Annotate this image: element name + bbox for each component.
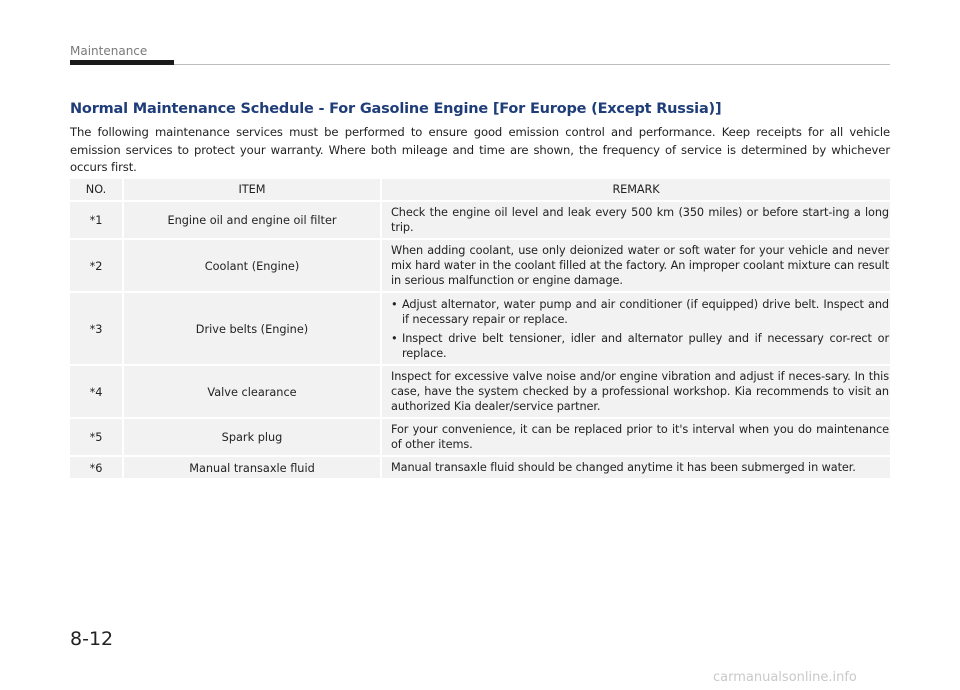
table-row (70, 202, 890, 238)
intro-paragraph: The following maintenance services must be performed to ensure good emission control and performance. Keep receipts for all vehicle emission services to protect your warranty. Where both mileage and time are shown, the frequency of service is determined by whichever occurs first. (70, 125, 890, 174)
bullet-dot-icon: • (391, 298, 398, 311)
row-item: Engine oil and engine oil filter (122, 202, 380, 238)
row-number: *2 (89, 259, 103, 273)
row-item: Spark plug (122, 419, 380, 455)
table-row (70, 240, 890, 291)
page-number: 8-12 (70, 628, 114, 650)
row-remark: Manual transaxle fluid should be changed anytime it has been submerged in water. (380, 457, 890, 478)
table-row (70, 457, 890, 478)
bullet-dot-icon: • (391, 332, 398, 345)
row-remark: When adding coolant, use only deionized water or soft water for your vehicle and never mix hard water in the coolant filled at the factory. An improper coolant mixture can result in serious malfunction or engine damage. (380, 240, 890, 291)
maintenance-table (70, 179, 890, 480)
remark-bullet (391, 331, 889, 361)
header-item: ITEM (122, 179, 380, 200)
row-remark: For your convenience, it can be replaced prior to it's interval when you do maintenance of other items. (380, 419, 890, 455)
header-divider (174, 64, 890, 65)
row-item: Coolant (Engine) (122, 240, 380, 291)
header-no: NO. (85, 183, 107, 196)
row-remark (380, 293, 890, 364)
table-header-row (70, 179, 890, 200)
header-remark: REMARK (380, 179, 890, 200)
row-number: *1 (89, 214, 103, 227)
table-row (70, 293, 890, 364)
table-row (70, 366, 890, 417)
row-remark: Check the engine oil level and leak every 500 km (350 miles) or before start-ing a long trip. (380, 202, 890, 238)
row-number: *5 (89, 431, 103, 444)
row-item: Valve clearance (122, 366, 380, 417)
row-number: *6 (89, 461, 103, 475)
table-row (70, 419, 890, 455)
page-title: Normal Maintenance Schedule - For Gasoline Engine [For Europe (Except Russia)] (70, 101, 722, 117)
section-bar (70, 60, 174, 65)
row-remark: Inspect for excessive valve noise and/or engine vibration and adjust if neces-sary. In this case, have the system checked by a professional workshop. Kia recommends to visit an authorized Kia dealer/service partner. (380, 366, 890, 417)
row-number: *4 (89, 385, 103, 399)
watermark: carmanualsonline.info (713, 670, 857, 685)
row-item: Manual transaxle fluid (122, 457, 380, 478)
bullet-text: Inspect drive belt tensioner, idler and alternator pulley and if necessary cor-rect or replace. (402, 332, 889, 360)
section-label: Maintenance (70, 44, 148, 58)
remark-bullet (391, 297, 889, 327)
bullet-text: Adjust alternator, water pump and air conditioner (if equipped) drive belt. Inspect and if necessary repair or replace. (402, 298, 889, 326)
row-number: *3 (89, 322, 103, 336)
row-item: Drive belts (Engine) (122, 293, 380, 364)
